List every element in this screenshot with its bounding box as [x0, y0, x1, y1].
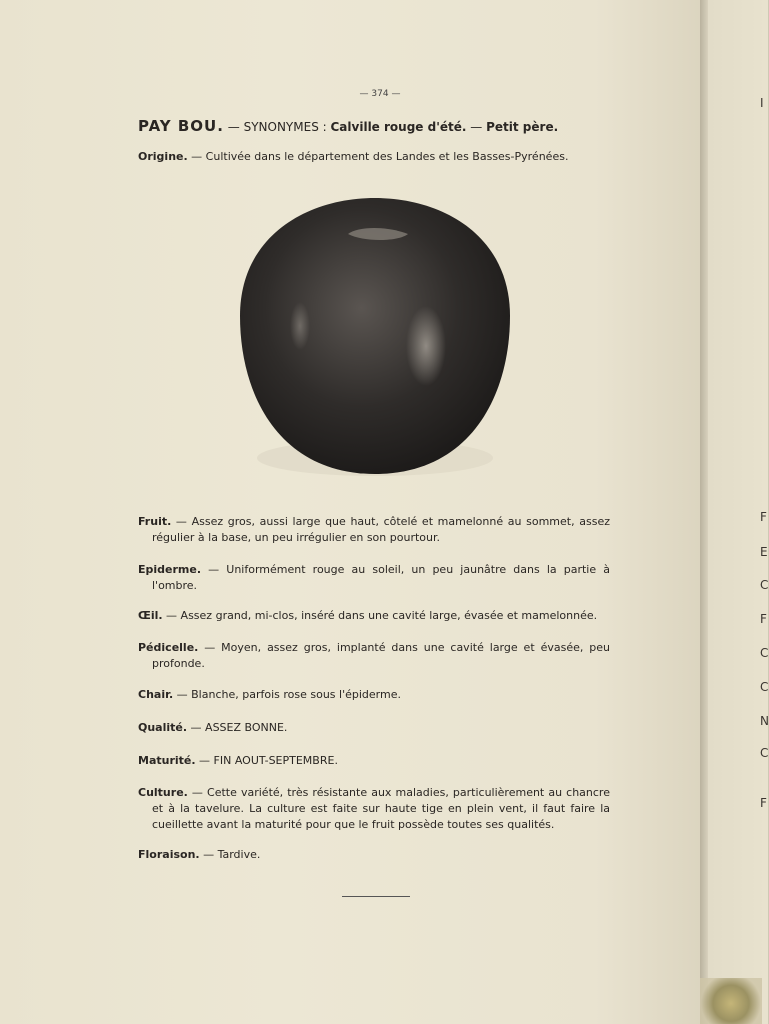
synonym-2: Petit père. — [486, 120, 559, 134]
synonym-dash: — — [470, 120, 483, 134]
entry-label: Culture. — [138, 786, 188, 799]
book-gutter — [700, 0, 708, 1024]
origin-label: Origine. — [138, 150, 188, 163]
variety-name: PAY BOU. — [138, 117, 224, 135]
entry-maturite — [138, 753, 610, 769]
entry-text: — Tardive. — [199, 848, 261, 861]
entry-epiderme — [138, 562, 610, 594]
entry-text: — FIN AOUT-SEPTEMBRE. — [195, 754, 338, 767]
entry-label: Fruit. — [138, 515, 172, 528]
corner-thumbnail-image — [700, 978, 762, 1024]
origin-text: — Cultivée dans le département des Landes et les Basses-Pyrénées. — [191, 150, 569, 163]
entry-label: Pédicelle. — [138, 641, 199, 654]
entry-text: — Assez gros, aussi large que haut, côtelé et mamelonné au sommet, assez régulier à la base, un peu irrégulier en son pourtour. — [152, 515, 610, 544]
entry-label: Maturité. — [138, 754, 196, 767]
edge-letter: C — [760, 746, 769, 760]
entry-label: Qualité. — [138, 721, 188, 734]
closing-rule — [342, 896, 410, 897]
entry-text: — Assez grand, mi-clos, inséré dans une cavité large, évasée et mamelonnée. — [162, 609, 598, 622]
edge-letter: C — [760, 680, 769, 694]
entry-floraison — [138, 847, 610, 863]
entry-label: Epiderme. — [138, 563, 202, 576]
apple-photograph — [238, 196, 512, 478]
edge-letter: F — [760, 796, 767, 810]
entry-fruit — [138, 514, 610, 546]
entry-qualite — [138, 720, 610, 736]
variety-title-line — [138, 117, 618, 135]
entry-label: Chair. — [138, 688, 174, 701]
entry-pedicelle — [138, 640, 610, 672]
page-number: — 374 — — [359, 89, 401, 99]
entry-chair — [138, 687, 610, 703]
entry-text: — ASSEZ BONNE. — [187, 721, 288, 734]
entry-oeil — [138, 608, 610, 624]
edge-letter: E — [760, 545, 768, 559]
synonyms-label: — SYNONYMES : — [227, 120, 327, 134]
entry-label: Œil. — [138, 609, 163, 622]
entry-text: — Blanche, parfois rose sous l'épiderme. — [173, 688, 401, 701]
synonym-1: Calville rouge d'été. — [330, 120, 467, 134]
edge-letter: I — [760, 96, 764, 110]
entry-text: — Moyen, assez gros, implanté dans une cavité large et évasée, peu profonde. — [152, 641, 610, 670]
edge-letter: F — [760, 612, 767, 626]
entry-label: Floraison. — [138, 848, 200, 861]
edge-letter: C — [760, 646, 769, 660]
entry-text: — Cette variété, très résistante aux maladies, particulièrement au chancre et à la tavelure. La culture est faite sur haute tige en plein vent, il faut faire la cueillette avant la maturité pour que le fruit possède toutes ses qualités. — [152, 786, 610, 831]
origin-line — [138, 150, 618, 163]
edge-letter: C — [760, 578, 769, 592]
edge-letter: F — [760, 510, 767, 524]
entry-culture — [138, 785, 610, 833]
book-page-right-edge — [708, 0, 768, 1024]
edge-letter: N — [760, 714, 769, 728]
entry-text: — Uniformément rouge au soleil, un peu jaunâtre dans la partie à l'ombre. — [152, 563, 610, 592]
